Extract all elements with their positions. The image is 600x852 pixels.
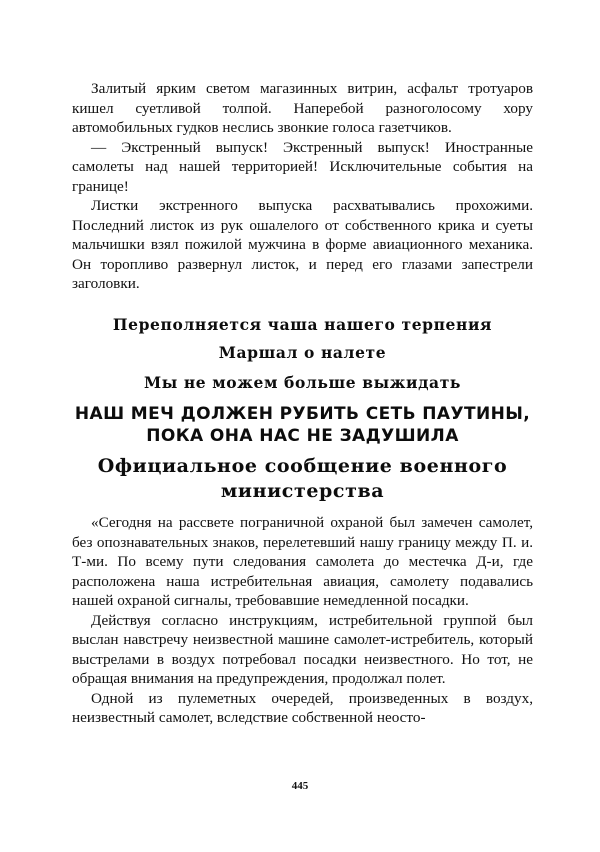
newspaper-headlines: [60, 312, 545, 504]
paragraph: Залитый ярким светом магазинных витрин, асфальт тротуаров кишел суетливой толпой. Наперебой разноголосому хору автомобильных гудков неслись звонкие голоса газетчиков.: [72, 80, 533, 136]
text-block-top: [72, 79, 533, 294]
headline: Мы не можем больше выжидать: [143, 373, 462, 392]
page-number: 445: [291, 780, 309, 792]
headline-main: НАШ МЕЧ ДОЛЖЕН РУБИТЬ СЕТЬ ПАУТИНЫ, ПОКА ОНА НАС НЕ ЗАДУШИЛА: [74, 404, 531, 446]
paragraph: «Сегодня на рассвете пограничной охраной был замечен самолет, без опознавательных знаков, перелетевший нашу границу между П. и. Т-ми. По всему пути следования самолета до местечка Д-и, где расположена наша истребительная авиация, самолету подавались нашей охраной сигналы, требовавшие немедленной посадки.: [72, 514, 533, 609]
paragraph: Одной из пулеметных очередей, произведенных в воздух, неизвестный самолет, вследствие собственной неосто-: [72, 689, 533, 726]
headline: Маршал о налете: [218, 343, 387, 362]
paragraph: Листки экстренного выпуска расхватывались прохожими. Последний листок из рук ошалелого от собственного крика и суеты мальчишки взял пожилой мужчина в форме авиационного механика. Он торопливо развернул листок, и перед его глазами запестрели заголовки.: [72, 197, 533, 292]
headline-official: Официальное сообщение военного министерства: [97, 455, 508, 502]
paragraph: — Экстренный выпуск! Экстренный выпуск! Иностранные самолеты над нашей территорией! Исключительные события на границе!: [72, 138, 533, 195]
paragraph: Действуя согласно инструкциям, истребительной группой был выслан навстречу неизвестной машине самолет-истребитель, который выстрелами в воздух потребовал посадки неизвестного. Но тот, не обращая внимания на предупреждения, продолжал полет.: [72, 611, 533, 687]
headline: Переполняется чаша нашего терпения: [112, 315, 493, 334]
text-block-bottom: [72, 513, 533, 728]
